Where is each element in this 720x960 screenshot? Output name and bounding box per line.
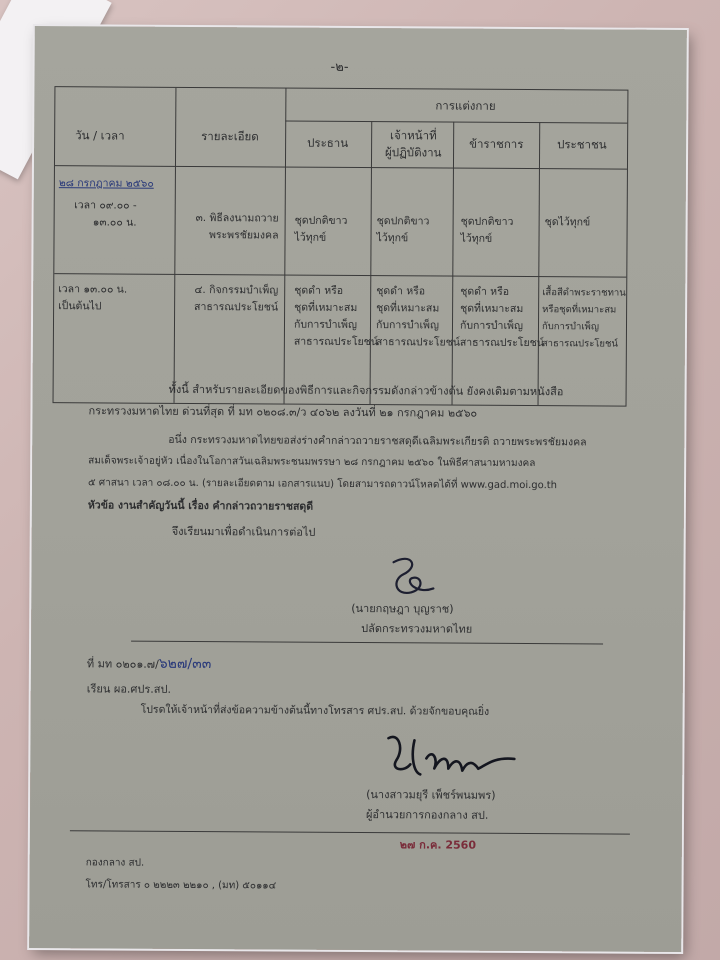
paragraph2-line2: สมเด็จพระเจ้าอยู่หัว เนื่องในโอกาสวันเฉลิมพระชนมพรรษา ๒๘ กรกฎาคม ๒๕๖๐ ในพิธีศาสนามหามงคล	[88, 455, 536, 470]
memo-to: เรียน ผอ.ศปร.สป.	[86, 682, 172, 696]
row1-attire-staff: ชุดปกติขาว ไว้ทุกข์	[376, 215, 430, 245]
row1-attire-officials: ชุดปกติขาว ไว้ทุกข์	[460, 215, 514, 245]
col-detail-header: รายละเอียด	[201, 129, 259, 144]
signature1-name: (นายกฤษฎา บุญราช)	[351, 601, 454, 616]
col-attire-header: การแต่งกาย	[435, 98, 496, 113]
row1-date-handwritten: ๒๘ กรกฎาคม ๒๕๖๐	[58, 177, 154, 190]
paragraph3: จึงเรียนมาเพื่อดำเนินการต่อไป	[171, 524, 316, 539]
row2-detail: ๔. กิจกรรมบำเพ็ญ สาธารณประโยชน์	[194, 283, 279, 314]
divider-line-2	[70, 830, 630, 834]
memo-ref: ที่ มท ๐๒๐๑.๗/๖๒๗/๓๓	[86, 655, 212, 673]
sub-header-staff: เจ้าหน้าที่ ผู้ปฏิบัติงาน	[385, 128, 442, 160]
row1-attire-public: ชุดไว้ทุกข์	[544, 216, 591, 229]
signature2-title: ผู้อำนวยการกองกลาง สป.	[365, 808, 489, 822]
received-date-stamp: ๒๗ ก.ค. 2560	[399, 838, 477, 852]
row2-attire-officials: ชุดดำ หรือ ชุดที่เหมาะสม กับการบำเพ็ญ สาธารณประโยชน์	[459, 285, 544, 350]
paragraph1-line1: ทั้งนี้ สำหรับรายละเอียดของพิธีการและกิจกรรมดังกล่าวข้างต้น ยังคงเดิมตามหนังสือ	[168, 382, 564, 399]
paragraph2-line4: หัวข้อ งานสำคัญวันนี้ เรื่อง คำกล่าวถวายราชสดุดี	[87, 499, 314, 513]
row2-attire-chairman: ชุดดำ หรือ ชุดที่เหมาะสม กับการบำเพ็ญ สาธารณประโยชน์	[293, 284, 378, 349]
sub-header-public: ประชาชน	[557, 137, 607, 152]
row2-attire-staff: ชุดดำ หรือ ชุดที่เหมาะสม กับการบำเพ็ญ สาธารณประโยชน์	[375, 285, 460, 349]
paragraph2-line1: อนึ่ง กระทรวงมหาดไทยขอส่งร่างคำกล่าวถวายราชสดุดีเฉลิมพระเกียรติ ถวายพระพรชัยมงคล	[168, 433, 587, 449]
document-page	[29, 26, 687, 952]
signature-2	[374, 728, 524, 791]
sub-header-officials: ข้าราชการ	[469, 136, 524, 152]
signature1-title: ปลัดกระทรวงมหาดไทย	[361, 622, 473, 636]
footer-office: กองกลาง สป.	[85, 857, 145, 869]
row1-detail: ๓. พิธีลงนามถวาย พระพรชัยมงคล	[195, 212, 279, 242]
page-number: -๒-	[330, 59, 349, 75]
col-date-header: วัน / เวลา	[75, 128, 125, 143]
paragraph1-line2: กระทรวงมหาดไทย ด่วนที่สุด ที่ มท ๐๒๐๘.๓/ว ๔๐๖๒ ลงวันที่ ๒๑ กรกฎาคม ๒๕๖๐	[88, 404, 478, 420]
paragraph2-line3: ๕ ศาสนา เวลา ๐๘.๐๐ น. (รายละเอียดตาม เอกสารแนบ) โดยสามารถดาวน์โหลดได้ที่ www.gad.moi.go.th	[87, 477, 558, 492]
footer-contact: โทร/โทรสาร ๐ ๒๒๒๓ ๒๒๑๐ , (มท) ๕๐๑๑๔	[85, 879, 277, 892]
memo-ref-handwritten: ๖๒๗/๓๓	[158, 655, 212, 673]
divider-line	[131, 641, 603, 645]
row1-time: เวลา ๐๙.๐๐ - ๑๓.๐๐ น.	[74, 199, 137, 229]
memo-body: โปรดให้เจ้าหน้าที่ส่งข้อความข้างต้นนี้ทางโทรสาร ศปร.สป. ด้วยจักขอบคุณยิ่ง	[140, 703, 490, 718]
attire-table	[53, 86, 629, 407]
sub-header-chairman: ประธาน	[307, 135, 349, 150]
signature2-name: (นางสาวมยุรี เพ็ชร์พนมพร)	[366, 788, 496, 802]
row1-attire-chairman: ชุดปกติขาว ไว้ทุกข์	[294, 214, 348, 244]
row2-attire-public: เสื้อสีดำพระราชทาน หรือชุดที่เหมาะสม กับการบำเพ็ญ สาธารณประโยชน์	[541, 287, 626, 350]
row2-time: เวลา ๑๓.๐๐ น. เป็นต้นไป	[58, 283, 128, 313]
